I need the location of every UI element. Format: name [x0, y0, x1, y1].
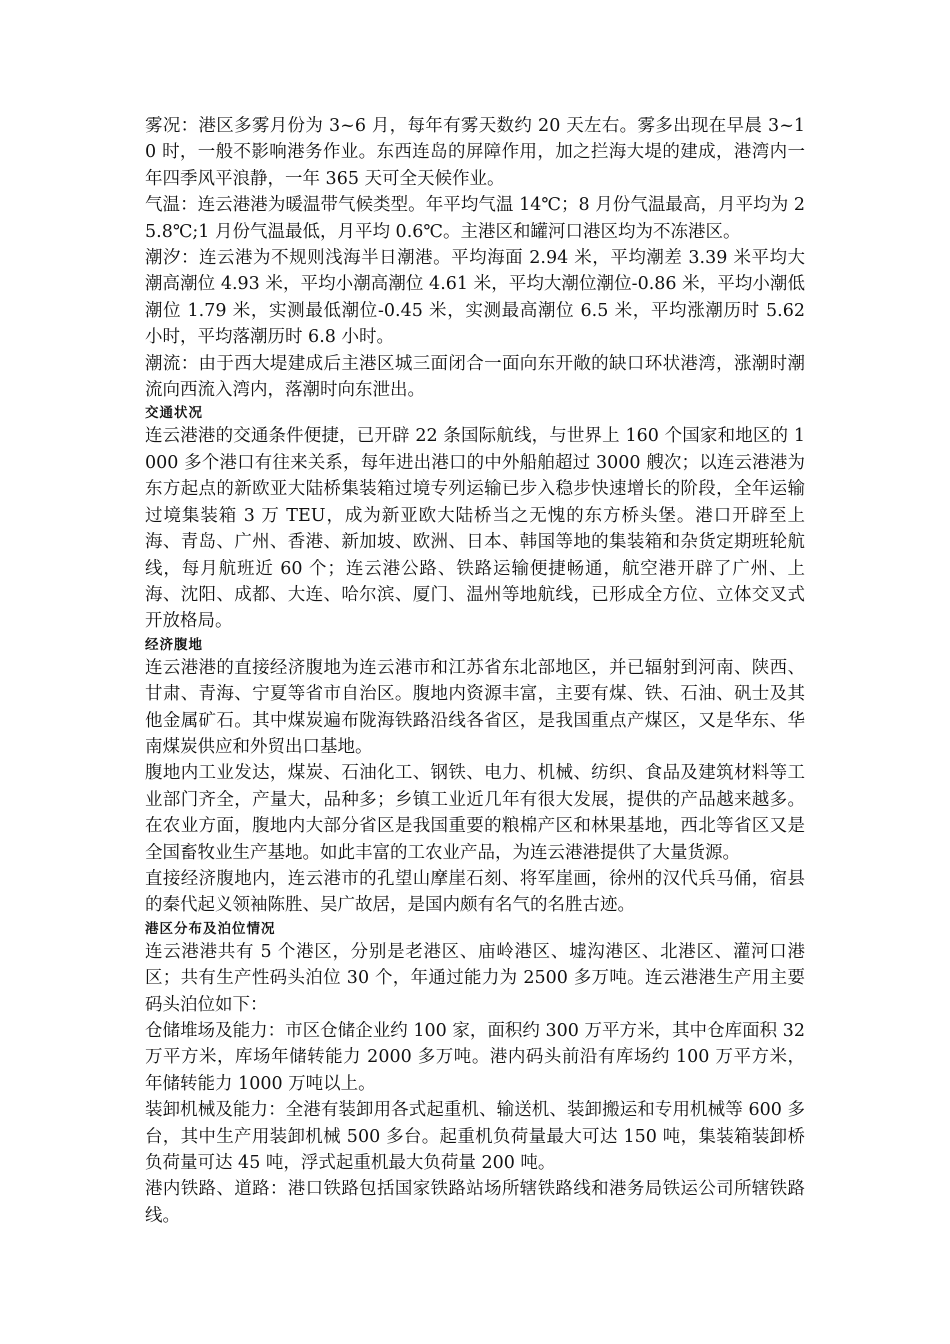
paragraph-hinterland-industry: 腹地内工业发达，煤炭、石油化工、钢铁、电力、机械、纺织、食品及建筑材料等工业部门齐全，产量大，品种多；乡镇工业近几年有很大发展，提供的产品越来越多。在农业方面，腹地内大部分省区是我国重要的粮棉产区和林果基地，西北等省区又是全国畜牧业生产基地。如此丰富的工农业产品，为连云港港提供了大量货源。 — [145, 763, 805, 863]
paragraph-hinterland-scope: 连云港港的直接经济腹地为连云港市和江苏省东北部地区，并已辐射到河南、陕西、甘肃、青海、宁夏等省市自治区。腹地内资源丰富，主要有煤、铁、石油、矾士及其他金属矿石。其中煤炭遍布陇海铁路沿线各省区，是我国重点产煤区，又是华东、华南煤炭供应和外贸出口基地。 — [145, 657, 805, 757]
paragraph-machinery: 装卸机械及能力：全港有装卸用各式起重机、输送机、装卸搬运和专用机械等 600 多台，其中生产用装卸机械 500 多台。起重机负荷量最大可达 150 吨，集装箱装卸桥负荷量可达 45 吨，浮式起重机最大负荷量 200 吨。 — [145, 1100, 805, 1174]
paragraph-storage: 仓储堆场及能力：市区仓储企业约 100 家，面积约 300 万平方米，其中仓库面积 32 万平方米，库场年储转能力 2000 多万吨。港内码头前沿有库场约 100 万平方米，年储转能力 1000 万吨以上。 — [145, 1021, 805, 1094]
heading-port-areas: 港区分布及泊位情况 — [145, 920, 276, 937]
heading-hinterland: 经济腹地 — [145, 636, 203, 653]
paragraph-port-areas: 连云港港共有 5 个港区，分别是老港区、庙岭港区、墟沟港区、北港区、灌河口港区；共有生产性码头泊位 30 个，年通过能力为 2500 多万吨。连云港港生产用主要码头泊位如下： — [145, 941, 805, 1015]
paragraph-temperature: 气温：连云港港为暖温带气候类型。年平均气温 14℃；8 月份气温最高，月平均为 25.8℃;1 月份气温最低，月平均 0.6℃。主港区和罐河口港区均为不冻港区。 — [145, 195, 805, 242]
paragraph-fog: 雾况：港区多雾月份为 3~6 月，每年有雾天数约 20 天左右。雾多出现在早晨 3~10 时，一般不影响港务作业。东西连岛的屏障作用，加之拦海大堤的建成，港湾内一年四季风平浪静，一年 365 天可全天候作业。 — [145, 116, 805, 189]
paragraph-traffic: 连云港港的交通条件便捷，已开辟 22 条国际航线，与世界上 160 个国家和地区的 1000 多个港口有往来关系，每年进出港口的中外船舶超过 3000 艘次；以连云港港为东方起点的新欧亚大陆桥集装箱过境专列运输已步入稳步快速增长的阶段，全年运输过境集装箱 3 万 TEU，成为新亚欧大陆桥当之无愧的东方桥头堡。港口开辟至上海、青岛、广州、香港、新加坡、欧洲、日本、韩国等地的集装箱和杂货定期班轮航线，每月航班近 60 个；连云港公路、铁路运输便捷畅通，航空港开辟了广州、上海、沈阳、成都、大连、哈尔滨、厦门、温州等地航线，已形成全方位、立体交叉式开放格局。 — [145, 426, 805, 632]
document-page — [145, 113, 805, 1229]
paragraph-current: 潮流：由于西大堤建成后主港区城三面闭合一面向东开敞的缺口环状港湾，涨潮时潮流向西流入湾内，落潮时向东泄出。 — [145, 353, 805, 401]
paragraph-hinterland-sites: 直接经济腹地内，连云港市的孔望山摩崖石刻、将军崖画，徐州的汉代兵马俑，宿县的秦代起义领袖陈胜、吴广故居，是国内颇有名气的名胜古迹。 — [145, 868, 805, 916]
paragraph-tide: 潮汐：连云港为不规则浅海半日潮港。平均海面 2.94 米，平均潮差 3.39 米平均大潮高潮位 4.93 米，平均小潮高潮位 4.61 米，平均大潮位潮位-0.86 米，平均小潮低潮位 1.79 米，实测最低潮位-0.45 米，实测最高潮位 6.5 米，平均涨潮历时 5.62 小时，平均落潮历时 6.8 小时。 — [145, 248, 805, 348]
paragraph-railway: 港内铁路、道路：港口铁路包括国家铁路站场所辖铁路线和港务局铁运公司所辖铁路线。 — [145, 1179, 805, 1226]
heading-traffic: 交通状况 — [145, 405, 203, 422]
